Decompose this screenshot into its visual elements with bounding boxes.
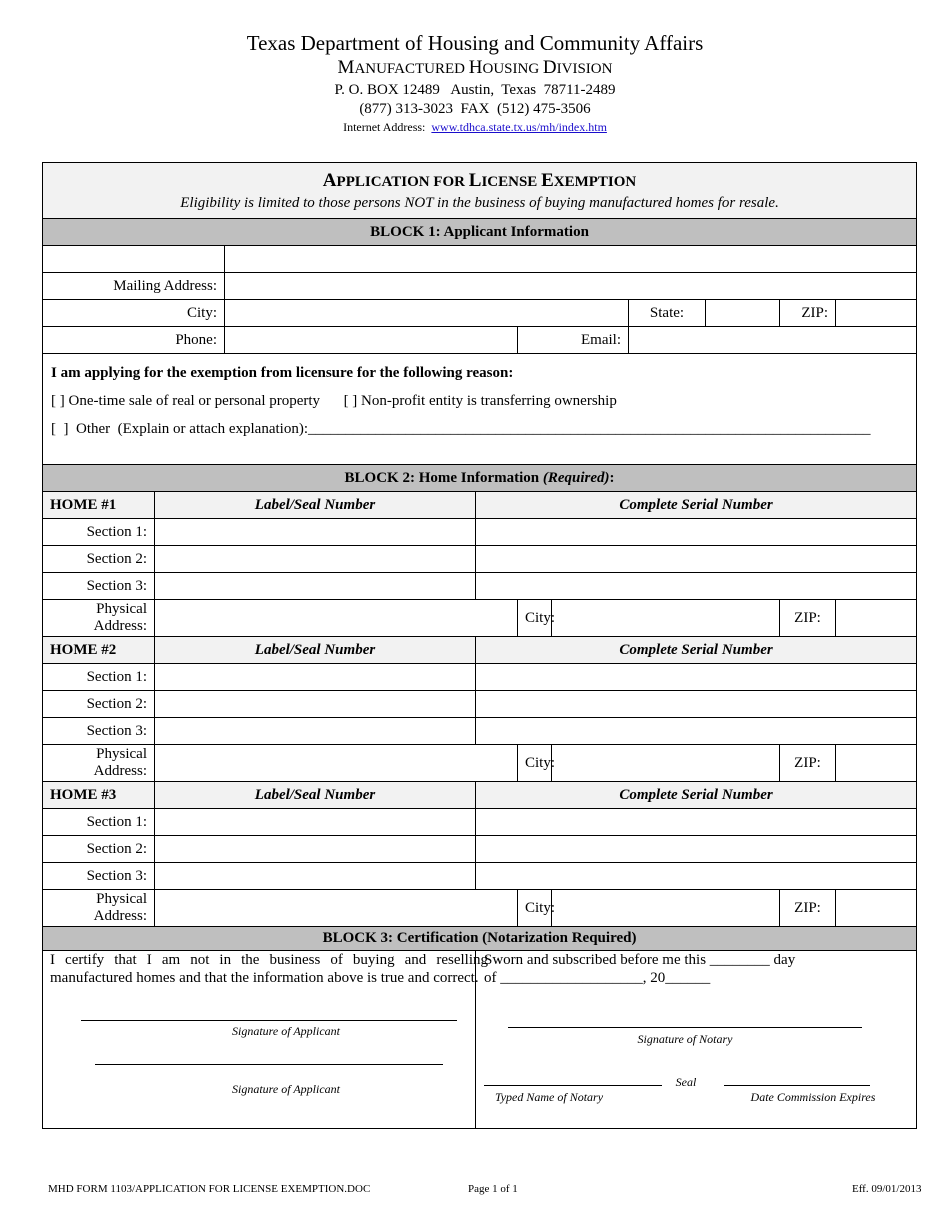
sworn-line-1: Sworn and subscribed before me this ________ day bbox=[484, 952, 796, 968]
form-id: MHD FORM 1103/APPLICATION FOR LICENSE EXEMPTION.DOC bbox=[48, 1183, 371, 1195]
checkbox-one-time-sale[interactable]: [ ] One-time sale of real or personal property bbox=[51, 393, 321, 409]
email-field[interactable] bbox=[629, 327, 917, 354]
typed-name-caption: Typed Name of Notary bbox=[494, 1090, 604, 1104]
home-1-section-2-serial[interactable] bbox=[476, 546, 917, 573]
home-3-label: HOME #3 bbox=[43, 782, 155, 809]
signature-applicant-caption-1: Signature of Applicant bbox=[232, 1024, 340, 1038]
physical-address-label: Physical Address: bbox=[43, 890, 155, 927]
home-2-label: HOME #2 bbox=[43, 637, 155, 664]
section-1-label: Section 1: bbox=[43, 809, 155, 836]
mailing-address-field[interactable] bbox=[225, 273, 917, 300]
applicant-signature-line-1[interactable] bbox=[81, 1020, 457, 1021]
home-3-zip-label: ZIP: bbox=[780, 890, 836, 927]
agency-name: Texas Department of Housing and Community Affairs bbox=[246, 31, 704, 55]
home-3-section-3-seal[interactable] bbox=[155, 863, 476, 890]
state-field[interactable] bbox=[706, 300, 780, 327]
home-2-section-1-serial[interactable] bbox=[476, 664, 917, 691]
home-2-section-3-serial[interactable] bbox=[476, 718, 917, 745]
checkbox-non-profit[interactable]: [ ] Non-profit entity is transferring ownership bbox=[343, 393, 617, 409]
home-3-section-1-serial[interactable] bbox=[476, 809, 917, 836]
section-3-label: Section 3: bbox=[43, 573, 155, 600]
email-label: Email: bbox=[518, 327, 629, 354]
home-2-section-1-seal[interactable] bbox=[155, 664, 476, 691]
home-2-zip-field[interactable] bbox=[836, 745, 917, 782]
application-form bbox=[42, 162, 916, 1129]
home-1-section-3-serial[interactable] bbox=[476, 573, 917, 600]
page-number: Page 1 of 1 bbox=[468, 1183, 518, 1195]
division-name: MANUFACTURED HOUSING DIVISION bbox=[337, 57, 613, 78]
home-1-section-2-seal[interactable] bbox=[155, 546, 476, 573]
phone-fax: (877) 313-3023 FAX (512) 475-3506 bbox=[359, 101, 591, 117]
home-3-section-1-seal[interactable] bbox=[155, 809, 476, 836]
physical-address-label: Physical Address: bbox=[43, 600, 155, 637]
home-2-physical-address-field[interactable] bbox=[155, 745, 518, 782]
home-1-physical-address-field[interactable] bbox=[155, 600, 518, 637]
form-title: APPLICATION FOR LICENSE EXEMPTION bbox=[322, 170, 637, 191]
commission-date-line[interactable] bbox=[724, 1085, 870, 1086]
home-2-city-label: City: bbox=[518, 745, 552, 782]
applicant-signature-line-2[interactable] bbox=[95, 1064, 443, 1065]
home-1-section-1-serial[interactable] bbox=[476, 519, 917, 546]
zip-field[interactable] bbox=[836, 300, 917, 327]
home-1-city-field[interactable] bbox=[552, 600, 780, 637]
section-3-label: Section 3: bbox=[43, 718, 155, 745]
home-1-section-3-seal[interactable] bbox=[155, 573, 476, 600]
phone-label: Phone: bbox=[43, 327, 225, 354]
home-2-section-2-serial[interactable] bbox=[476, 691, 917, 718]
signature-notary-caption: Signature of Notary bbox=[637, 1032, 733, 1046]
effective-date: Eff. 09/01/2013 bbox=[852, 1183, 922, 1195]
home-1-section-1-seal[interactable] bbox=[155, 519, 476, 546]
certification-statement: I certify that I am not in the business of buying and reselling manufactured homes and that the information above is true and correct. bbox=[50, 952, 488, 986]
label-seal-column-header: Label/Seal Number bbox=[155, 782, 476, 809]
physical-address-label: Physical Address: bbox=[43, 745, 155, 782]
home-3-section-3-serial[interactable] bbox=[476, 863, 917, 890]
reason-options-row bbox=[51, 391, 908, 411]
home-1-label: HOME #1 bbox=[43, 492, 155, 519]
notary-signature-line[interactable] bbox=[508, 1027, 862, 1028]
home-1-zip-label: ZIP: bbox=[780, 600, 836, 637]
zip-label: ZIP: bbox=[780, 300, 836, 327]
section-2-label: Section 2: bbox=[43, 691, 155, 718]
block1-header: BLOCK 1: Applicant Information bbox=[43, 219, 917, 246]
reason-heading: I am applying for the exemption from licensure for the following reason: bbox=[51, 365, 514, 381]
city-label: City: bbox=[43, 300, 225, 327]
home-1-zip-field[interactable] bbox=[836, 600, 917, 637]
signature-applicant-caption-2: Signature of Applicant bbox=[232, 1082, 340, 1096]
block3-header: BLOCK 3: Certification (Notarization Required) bbox=[43, 927, 917, 951]
section-1-label: Section 1: bbox=[43, 519, 155, 546]
home-2-zip-label: ZIP: bbox=[780, 745, 836, 782]
checkbox-other[interactable]: [ ] Other (Explain or attach explanation):___________________________________________________________________________ bbox=[51, 421, 871, 437]
notary-section bbox=[476, 951, 917, 1129]
section-3-label: Section 3: bbox=[43, 863, 155, 890]
website-link[interactable]: www.tdhca.state.tx.us/mh/index.htm bbox=[431, 120, 607, 134]
section-2-label: Section 2: bbox=[43, 546, 155, 573]
serial-column-header: Complete Serial Number bbox=[476, 782, 917, 809]
section-1-label: Section 1: bbox=[43, 664, 155, 691]
letterhead bbox=[0, 30, 950, 135]
exemption-reason-section bbox=[43, 354, 917, 465]
seal-label: Seal bbox=[675, 1075, 697, 1089]
serial-column-header: Complete Serial Number bbox=[476, 492, 917, 519]
typed-name-line[interactable] bbox=[484, 1085, 662, 1086]
sworn-line-2: of ___________________, 20______ bbox=[484, 970, 711, 986]
internet-address: Internet Address: www.tdhca.state.tx.us/mh/index.htm bbox=[343, 120, 607, 134]
mailing-address-label: Mailing Address: bbox=[43, 273, 225, 300]
applicant-certification bbox=[43, 951, 488, 1129]
form-title-cell bbox=[43, 163, 917, 219]
home-3-city-label: City: bbox=[518, 890, 552, 927]
serial-column-header: Complete Serial Number bbox=[476, 637, 917, 664]
applicant-name-field[interactable] bbox=[225, 246, 917, 273]
home-3-section-2-seal[interactable] bbox=[155, 836, 476, 863]
home-1-city-label: City: bbox=[518, 600, 552, 637]
home-3-zip-field[interactable] bbox=[836, 890, 917, 927]
home-2-city-field[interactable] bbox=[552, 745, 780, 782]
home-3-city-field[interactable] bbox=[552, 890, 780, 927]
section-2-label: Section 2: bbox=[43, 836, 155, 863]
state-label: State: bbox=[629, 300, 706, 327]
applicant-name-label bbox=[43, 246, 225, 273]
commission-caption: Date Commission Expires bbox=[750, 1090, 876, 1104]
label-seal-column-header: Label/Seal Number bbox=[155, 637, 476, 664]
home-2-section-3-seal[interactable] bbox=[155, 718, 476, 745]
block2-header: BLOCK 2: Home Information (Required): bbox=[43, 465, 917, 492]
home-3-section-2-serial[interactable] bbox=[476, 836, 917, 863]
home-3-physical-address-field[interactable] bbox=[155, 890, 518, 927]
mailing-address: P. O. BOX 12489 Austin, Texas 78711-2489 bbox=[334, 82, 616, 98]
home-2-section-2-seal[interactable] bbox=[155, 691, 476, 718]
eligibility-note: Eligibility is limited to those persons NOT in the business of buying manufactured homes for resale. bbox=[180, 195, 779, 211]
label-seal-column-header: Label/Seal Number bbox=[155, 492, 476, 519]
phone-field[interactable] bbox=[225, 327, 518, 354]
city-field[interactable] bbox=[225, 300, 629, 327]
